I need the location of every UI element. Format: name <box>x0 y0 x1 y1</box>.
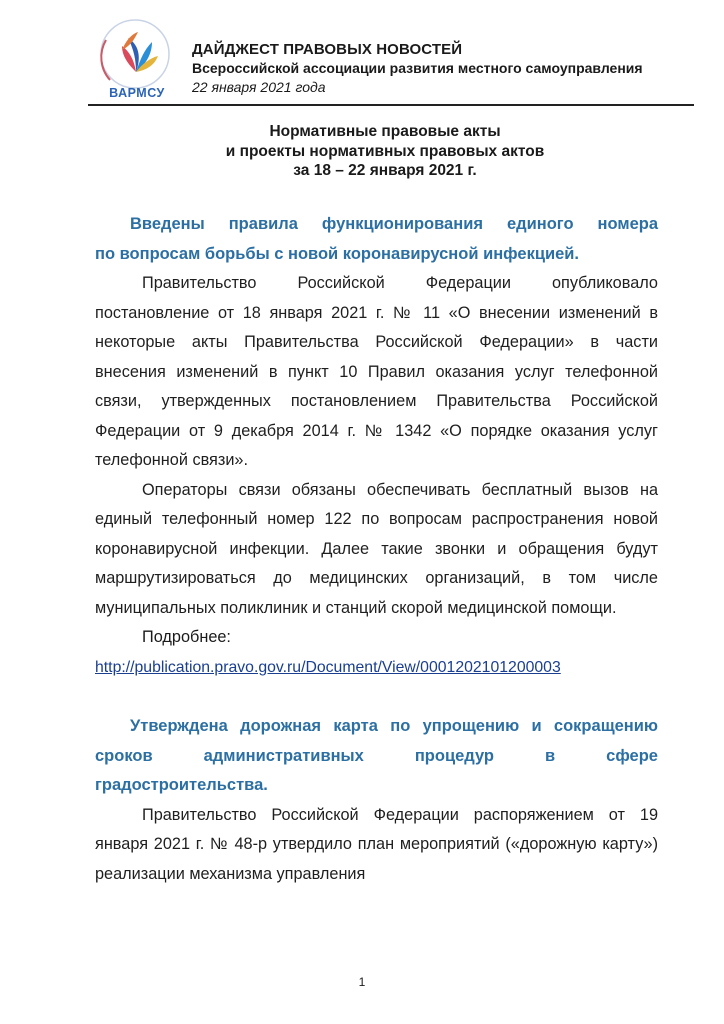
section-gap <box>95 682 658 712</box>
news-title-line-2: градостроительства. <box>95 776 268 794</box>
news-title-line-1: Введены правила функционирования единого номера <box>130 215 658 233</box>
news-item <box>95 712 658 889</box>
news-paragraph: Операторы связи обязаны обеспечивать бесплатный вызов на единый телефонный номер 122 по вопросам распространения новой коронавирусной инфекции. Далее такие звонки и обращения будут маршрутизироваться до медицинских организаций, в том числе муниципальных поликлиник и станций скорой медицинской помощи. <box>95 480 658 617</box>
more-label: Подробнее: <box>142 628 231 646</box>
source-link[interactable]: http://publication.pravo.gov.ru/Document/View/0001202101200003 <box>95 658 561 676</box>
digest-organization: Всероссийской ассоциации развития местного самоуправления <box>192 60 643 76</box>
news-item <box>95 210 658 682</box>
varmsu-logo <box>92 10 178 106</box>
news-title-line-2: по вопросам борьбы с новой коронавирусной инфекцией. <box>95 244 580 263</box>
header-divider <box>88 104 694 106</box>
news-paragraph: Правительство Российской Федерации распоряжением от 19 января 2021 г. № 48-р утвердило план мероприятий («дорожную карту») реализации механизма управления <box>95 805 658 883</box>
digest-content <box>95 210 658 889</box>
heading-line-2: и проекты нормативных правовых актов <box>225 142 545 160</box>
digest-date: 22 января 2021 года <box>192 79 326 95</box>
heading-line-1: Нормативные правовые акты <box>269 123 501 140</box>
logo-wordmark: ВАРМСУ <box>109 86 165 100</box>
news-paragraph: Правительство Российской Федерации опубликовало постановление от 18 января 2021 г. № 11 «О внесении изменений в некоторые акты Правительства Российской Федерации» в части внесения изменений в пункт 10 Правил оказания услуг телефонной связи, утвержденных постановлением Правительства Российской Федерации от 9 декабря 2014 г. № 1342 «О порядке оказания услуг телефонной связи». <box>95 274 658 469</box>
page-number: 1 <box>358 975 366 989</box>
digest-header <box>192 40 643 97</box>
news-title <box>95 712 658 801</box>
page-heading <box>90 122 680 181</box>
news-title <box>95 210 658 269</box>
news-title-line-1: Утверждена дорожная карта по упрощению и сокращению сроков административных процедур в сфере <box>95 717 658 765</box>
digest-title: ДАЙДЖЕСТ ПРАВОВЫХ НОВОСТЕЙ <box>192 41 463 58</box>
heading-line-3: за 18 – 22 января 2021 г. <box>293 162 477 179</box>
